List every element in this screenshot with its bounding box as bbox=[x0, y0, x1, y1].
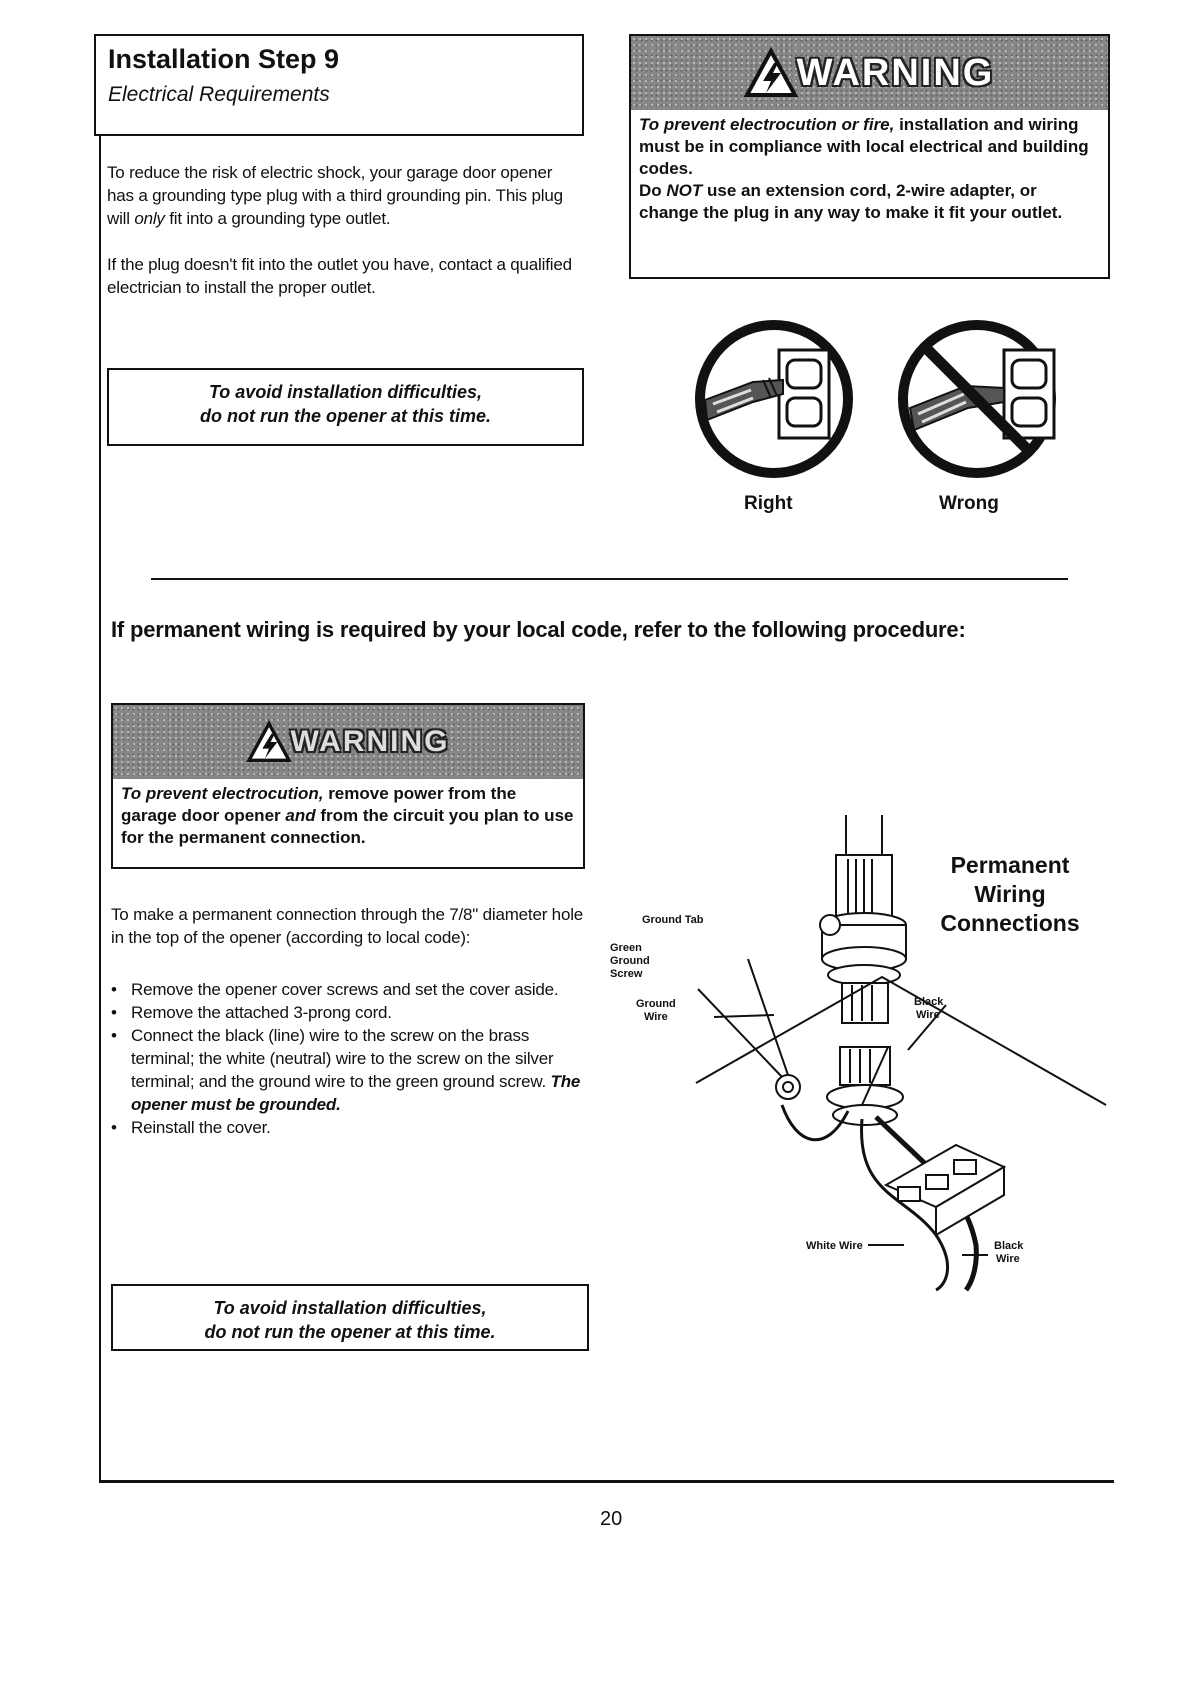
black-wire-top-label-2: Wire bbox=[916, 1009, 940, 1021]
note-line-1: To avoid installation difficulties, bbox=[208, 382, 483, 402]
warning2-lead: To prevent electrocution, bbox=[121, 784, 324, 803]
warning-lead: To prevent electrocution or fire, bbox=[639, 115, 895, 134]
intro-text-a: To reduce the risk of electric shock, your garage door opener has a grounding type plug with a third grounding pin. This plug will bbox=[107, 163, 563, 228]
warning-paragraph-1 bbox=[639, 114, 1100, 180]
intro-text-b: fit into a grounding type outlet. bbox=[164, 209, 391, 228]
warning-paragraph-2 bbox=[639, 180, 1100, 224]
section-divider bbox=[151, 578, 1068, 580]
black-wire-bottom-label-2: Wire bbox=[996, 1253, 1020, 1265]
list-item: • Remove the opener cover screws and set the cover aside. bbox=[111, 978, 591, 1001]
list-item: • Reinstall the cover. bbox=[111, 1116, 591, 1139]
black-wire-top-label-1: Black bbox=[914, 996, 944, 1008]
note-line-2: do not run the opener at this time. bbox=[199, 406, 491, 426]
ground-wire-label-2: Wire bbox=[644, 1011, 668, 1023]
intro-emphasis-only: only bbox=[134, 209, 165, 228]
warning-header bbox=[631, 36, 1108, 110]
intro-paragraph bbox=[107, 161, 577, 230]
ground-tab-label: Ground Tab bbox=[642, 914, 704, 926]
warning-do: Do bbox=[639, 181, 667, 200]
green-label: Green bbox=[610, 942, 642, 954]
warning-rest-2: use an extension cord, 2-wire adapter, or change the plug in any way to make it fit your outlet. bbox=[639, 181, 1063, 222]
diagram-title-line-1: Permanent bbox=[950, 852, 1070, 878]
warning-text bbox=[631, 110, 1108, 228]
diagram-title-line-3: Connections bbox=[940, 910, 1080, 936]
right-outlet-icon bbox=[693, 318, 855, 480]
wrong-label: Wrong bbox=[939, 493, 999, 514]
warning-header-2 bbox=[113, 705, 583, 779]
installation-note-box-2 bbox=[111, 1284, 589, 1351]
warning2-mid1: remove power from the garage door opener bbox=[121, 784, 517, 825]
diagram-title-line-2: Wiring bbox=[974, 881, 1046, 907]
warning-box-electrocution-fire bbox=[629, 34, 1110, 279]
screw-label: Screw bbox=[610, 968, 643, 980]
ground-wire-label-1: Ground bbox=[636, 998, 676, 1010]
list-item bbox=[111, 1024, 591, 1116]
bottom-page-rule bbox=[99, 1480, 1114, 1483]
installation-note-box bbox=[107, 368, 584, 446]
left-page-rule bbox=[99, 34, 101, 1482]
list-item: • Remove the attached 3-prong cord. bbox=[111, 1001, 591, 1024]
permanent-connection-intro: To make a permanent connection through the 7/8" diameter hole in the top of the opener (according to local code): bbox=[111, 905, 584, 947]
bullet3-text: Connect the black (line) wire to the screw on the brass terminal; the white (neutral) wire to the screw on the silver terminal; and the ground wire to the green ground screw. bbox=[131, 1026, 554, 1091]
step-title: Installation Step 9 bbox=[108, 44, 340, 74]
warning-title-2: WARNING bbox=[290, 725, 450, 758]
note-line-2: do not run the opener at this time. bbox=[204, 1322, 496, 1342]
warning-not: NOT bbox=[666, 181, 703, 200]
black-wire-bottom-label-1: Black bbox=[994, 1240, 1024, 1252]
section-heading: If permanent wiring is required by your local code, refer to the following procedure: bbox=[111, 617, 966, 642]
note-line-1: To avoid installation difficulties, bbox=[213, 1298, 487, 1318]
diagram-title bbox=[935, 851, 1085, 938]
intro-paragraph-2: If the plug doesn't fit into the outlet you have, contact a qualified electrician to install the proper outlet. bbox=[107, 255, 572, 297]
warning-title: WARNING bbox=[796, 51, 995, 94]
warning2-mid2: from the circuit you plan to use for the permanent connection. bbox=[121, 806, 574, 847]
page-number: 20 bbox=[600, 1508, 623, 1530]
ground-label: Ground bbox=[610, 955, 650, 967]
warning-triangle-icon bbox=[247, 722, 291, 762]
step-subtitle: Electrical Requirements bbox=[108, 83, 330, 106]
warning-triangle-icon bbox=[745, 49, 797, 97]
warning-box-remove-power bbox=[111, 703, 585, 869]
warning-text-2 bbox=[113, 779, 583, 853]
warning2-and: and bbox=[285, 806, 316, 825]
wrong-outlet-icon bbox=[896, 318, 1058, 480]
instruction-list bbox=[111, 978, 591, 1139]
grounded-emphasis: The opener must be grounded. bbox=[131, 1072, 581, 1114]
white-wire-label: White Wire bbox=[806, 1240, 863, 1252]
warning-rest: installation and wiring must be in compliance with local electrical and building codes. bbox=[639, 115, 1089, 178]
step-title-box bbox=[94, 34, 584, 136]
right-label: Right bbox=[744, 493, 793, 514]
